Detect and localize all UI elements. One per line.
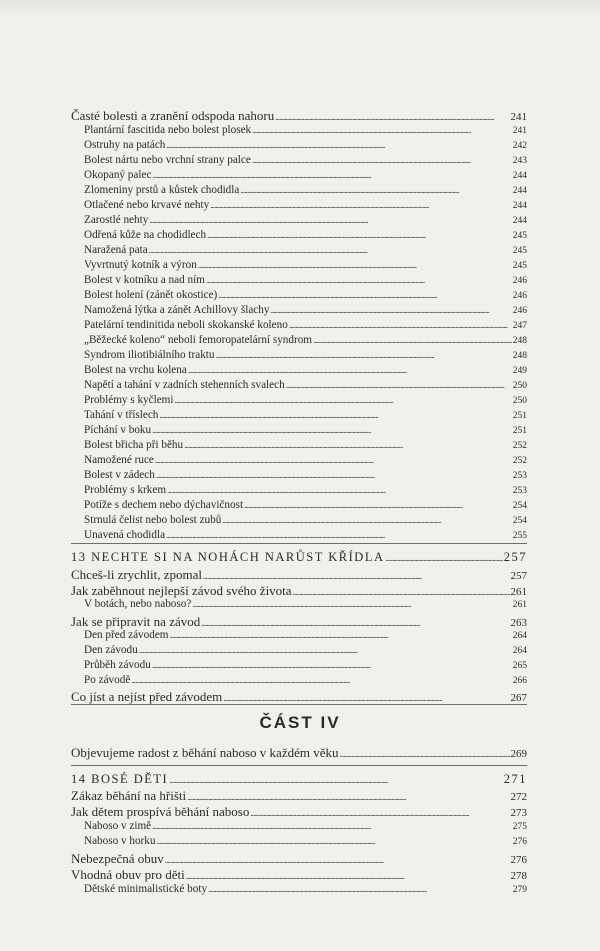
toc-entry	[84, 304, 527, 316]
page-number: 248	[512, 336, 527, 346]
dot-leader	[223, 689, 509, 705]
entry-label: Píchání v boku	[84, 424, 152, 436]
page-number: 244	[512, 171, 527, 181]
toc-entry	[84, 835, 527, 847]
toc-entry	[84, 629, 527, 641]
page-number: 266	[512, 676, 527, 686]
dot-leader	[152, 659, 512, 671]
toc-entry	[84, 529, 527, 541]
dot-leader	[152, 169, 511, 181]
dot-leader	[270, 304, 511, 316]
entry-label: Bolest v zádech	[84, 469, 155, 481]
entry-label: Vyvrtnutý kotník a výron	[84, 259, 197, 271]
toc-entry	[84, 259, 527, 271]
toc-entry	[84, 289, 527, 301]
toc-entry	[84, 244, 527, 256]
page-number: 249	[512, 366, 527, 376]
page-number: 243	[512, 156, 527, 166]
dot-leader	[139, 644, 512, 656]
page-number: 252	[512, 456, 527, 466]
section-divider	[71, 765, 527, 766]
toc-entry	[71, 614, 527, 630]
page-number: 261	[510, 586, 527, 598]
page-number: 273	[510, 807, 527, 819]
dot-leader	[240, 184, 511, 196]
section-divider	[71, 704, 527, 705]
page-number: 253	[512, 486, 527, 496]
entry-label: Dětské minimalistické boty	[84, 883, 208, 895]
page-number: 245	[512, 231, 527, 241]
page-number: 279	[512, 885, 527, 895]
dot-leader	[165, 851, 510, 867]
toc-entry	[71, 788, 527, 804]
page-number: 250	[512, 396, 527, 406]
dot-leader	[293, 583, 510, 599]
toc-entry	[71, 583, 527, 599]
toc-entry	[84, 820, 527, 832]
dot-leader	[250, 804, 509, 820]
entry-label: Potíže s dechem nebo dýchavičnost	[84, 499, 244, 511]
page-number: 252	[512, 441, 527, 451]
page-number: 251	[512, 426, 527, 436]
toc-entry	[84, 409, 527, 421]
page-number: 263	[510, 617, 527, 629]
toc-entry	[84, 439, 527, 451]
entry-label: Chceš-li zrychlit, zpomal	[71, 567, 203, 582]
page-number: 261	[512, 600, 527, 610]
toc-entry	[71, 867, 527, 883]
section-divider	[71, 543, 527, 544]
dot-leader	[167, 484, 512, 496]
page-number: 241	[510, 111, 527, 123]
entry-label: Zákaz běhání na hřišti	[71, 788, 187, 803]
page-number: 276	[512, 837, 527, 847]
toc-entry	[84, 169, 527, 181]
page-number: 267	[510, 692, 527, 704]
page-number: 246	[512, 276, 527, 286]
page-number: 278	[510, 870, 527, 882]
toc-entry	[84, 139, 527, 151]
dot-leader	[340, 745, 510, 761]
entry-label: Jak se připravit na závod	[71, 614, 201, 629]
toc-entry	[84, 274, 527, 286]
toc-entry	[84, 659, 527, 671]
entry-label: Napětí a tahání v zadních stehenních svalech	[84, 379, 285, 391]
toc-entry	[84, 214, 527, 226]
entry-label: Vhodná obuv pro děti	[71, 867, 185, 882]
entry-label: V botách, nebo naboso?	[84, 598, 192, 610]
toc-entry	[84, 499, 527, 511]
entry-label: Patelární tendinitida neboli skokanské koleno	[84, 319, 288, 331]
dot-leader	[156, 469, 512, 481]
entry-label: Namožené ruce	[84, 454, 154, 466]
dot-leader	[252, 154, 512, 166]
dot-leader	[210, 199, 512, 211]
entry-label: Zlomeniny prstů a kůstek chodidla	[84, 184, 240, 196]
part-title: ČÁST IV	[259, 713, 341, 732]
chapter-heading	[71, 550, 527, 565]
dot-leader	[159, 409, 511, 421]
page-number: 264	[512, 631, 527, 641]
dot-leader	[186, 867, 510, 883]
dot-leader	[184, 439, 512, 451]
entry-label: Jak dětem prospívá běhání naboso	[71, 804, 250, 819]
entry-label: Syndrom iliotibiálního traktu	[84, 349, 215, 361]
entry-label: Bolest břicha při běhu	[84, 439, 184, 451]
page-number: 245	[512, 261, 527, 271]
dot-leader	[207, 229, 512, 241]
entry-label: 13 NECHTE SI NA NOHÁCH NARŮST KŘÍDLA	[71, 550, 385, 564]
toc-entry	[84, 229, 527, 241]
page-number: 244	[512, 186, 527, 196]
dot-leader	[187, 788, 509, 804]
page-number: 250	[512, 381, 527, 391]
toc-entry	[84, 514, 527, 526]
toc-entry	[84, 364, 527, 376]
dot-leader	[218, 289, 511, 301]
toc-entry	[71, 745, 527, 761]
toc-entry	[84, 484, 527, 496]
page-number: 275	[512, 822, 527, 832]
page-number: 246	[512, 306, 527, 316]
chapter-heading	[71, 772, 527, 787]
entry-label: Naboso v horku	[84, 835, 156, 847]
entry-label: Tahání v tříslech	[84, 409, 159, 421]
toc-entry	[84, 644, 527, 656]
dot-leader	[208, 883, 512, 895]
toc-entry	[84, 124, 527, 136]
dot-leader	[170, 629, 512, 641]
page-number: 241	[512, 126, 527, 136]
entry-label: Problémy s kyčlemi	[84, 394, 174, 406]
dot-leader	[201, 614, 509, 630]
entry-label: Naražená pata	[84, 244, 148, 256]
entry-label: Zarostlé nehty	[84, 214, 149, 226]
dot-leader	[386, 550, 503, 565]
page-number: 242	[512, 141, 527, 151]
entry-label: Unavená chodidla	[84, 529, 166, 541]
entry-label: Problémy s krkem	[84, 484, 167, 496]
dot-leader	[149, 244, 512, 256]
toc-entry	[84, 394, 527, 406]
page-number: 251	[512, 411, 527, 421]
dot-leader	[188, 364, 512, 376]
entry-label: Co jíst a nejíst před závodem	[71, 689, 223, 704]
page-number: 246	[512, 291, 527, 301]
page-number: 272	[510, 791, 527, 803]
dot-leader	[131, 674, 511, 686]
dot-leader	[244, 499, 512, 511]
toc-entry	[84, 598, 527, 610]
toc-entry	[84, 454, 527, 466]
toc-entry	[71, 689, 527, 705]
entry-label: Jak zaběhnout nejlepší závod svého života	[71, 583, 292, 598]
toc-entry	[84, 379, 527, 391]
toc-entry	[84, 349, 527, 361]
entry-label: Plantární fascitida nebo bolest plosek	[84, 124, 252, 136]
page-number: 269	[510, 748, 527, 760]
entry-label: Bolest na vrchu kolena	[84, 364, 187, 376]
toc-entry	[84, 424, 527, 436]
entry-label: Namožená lýtka a zánět Achillovy šlachy	[84, 304, 270, 316]
page-number: 257	[503, 550, 527, 564]
toc-entry	[71, 567, 527, 583]
entry-label: Ostruhy na patách	[84, 139, 166, 151]
page-number: 254	[512, 501, 527, 511]
dot-leader	[175, 394, 512, 406]
entry-label: Otlačené nebo krvavé nehty	[84, 199, 210, 211]
entry-label: Nebezpečná obuv	[71, 851, 164, 866]
entry-label: Bolest nártu nebo vrchní strany palce	[84, 154, 251, 166]
toc-entry	[84, 199, 527, 211]
dot-leader	[198, 259, 512, 271]
page-number: 257	[510, 570, 527, 582]
page-number: 247	[512, 321, 527, 331]
entry-label: Bolest v kotníku a nad ním	[84, 274, 205, 286]
dot-leader	[149, 214, 511, 226]
page-number: 244	[512, 201, 527, 211]
entry-label: „Běžecké koleno“ neboli femoropatelární syndrom	[84, 334, 313, 346]
page-number: 245	[512, 246, 527, 256]
toc-entry	[84, 319, 527, 331]
dot-leader	[216, 349, 512, 361]
toc-entry	[84, 334, 527, 346]
entry-label: Strnulá čelist nebo bolest zubů	[84, 514, 222, 526]
dot-leader	[156, 835, 511, 847]
entry-label: Časté bolesti a zranění odspoda nahoru	[71, 108, 275, 123]
toc-entry	[84, 154, 527, 166]
toc-entry	[84, 883, 527, 895]
toc-entry	[84, 184, 527, 196]
page-number: 254	[512, 516, 527, 526]
page-number: 244	[512, 216, 527, 226]
page-number: 255	[512, 531, 527, 541]
page-number: 248	[512, 351, 527, 361]
entry-label: Objevujeme radost z běhání naboso v každém věku	[71, 745, 339, 760]
dot-leader	[155, 454, 512, 466]
entry-label: Den závodu	[84, 644, 138, 656]
dot-leader	[166, 139, 511, 151]
page-number: 264	[512, 646, 527, 656]
dot-leader	[275, 108, 509, 124]
dot-leader	[152, 820, 512, 832]
toc-entry	[71, 804, 527, 820]
dot-leader	[166, 529, 512, 541]
page-number: 265	[512, 661, 527, 671]
entry-label: Bolest holení (zánět okostice)	[84, 289, 218, 301]
entry-label: Naboso v zimě	[84, 820, 152, 832]
dot-leader	[252, 124, 512, 136]
entry-label: Po závodě	[84, 674, 131, 686]
dot-leader	[203, 567, 509, 583]
toc-entry	[84, 469, 527, 481]
dot-leader	[289, 319, 512, 331]
page-number: 253	[512, 471, 527, 481]
entry-label: Průběh závodu	[84, 659, 151, 671]
entry-label: Den před závodem	[84, 629, 169, 641]
dot-leader	[222, 514, 511, 526]
page-number: 276	[510, 854, 527, 866]
toc-entry	[84, 674, 527, 686]
entry-label: Odřená kůže na chodidlech	[84, 229, 207, 241]
entry-label: Okopaný palec	[84, 169, 152, 181]
page-number: 271	[503, 772, 527, 786]
toc-entry	[71, 851, 527, 867]
dot-leader	[192, 598, 511, 610]
dot-leader	[286, 379, 512, 391]
dot-leader	[169, 772, 503, 787]
entry-label: 14 BOSÉ DĚTI	[71, 772, 169, 786]
dot-leader	[152, 424, 512, 436]
toc-entry	[71, 108, 527, 124]
dot-leader	[313, 334, 512, 346]
dot-leader	[206, 274, 512, 286]
